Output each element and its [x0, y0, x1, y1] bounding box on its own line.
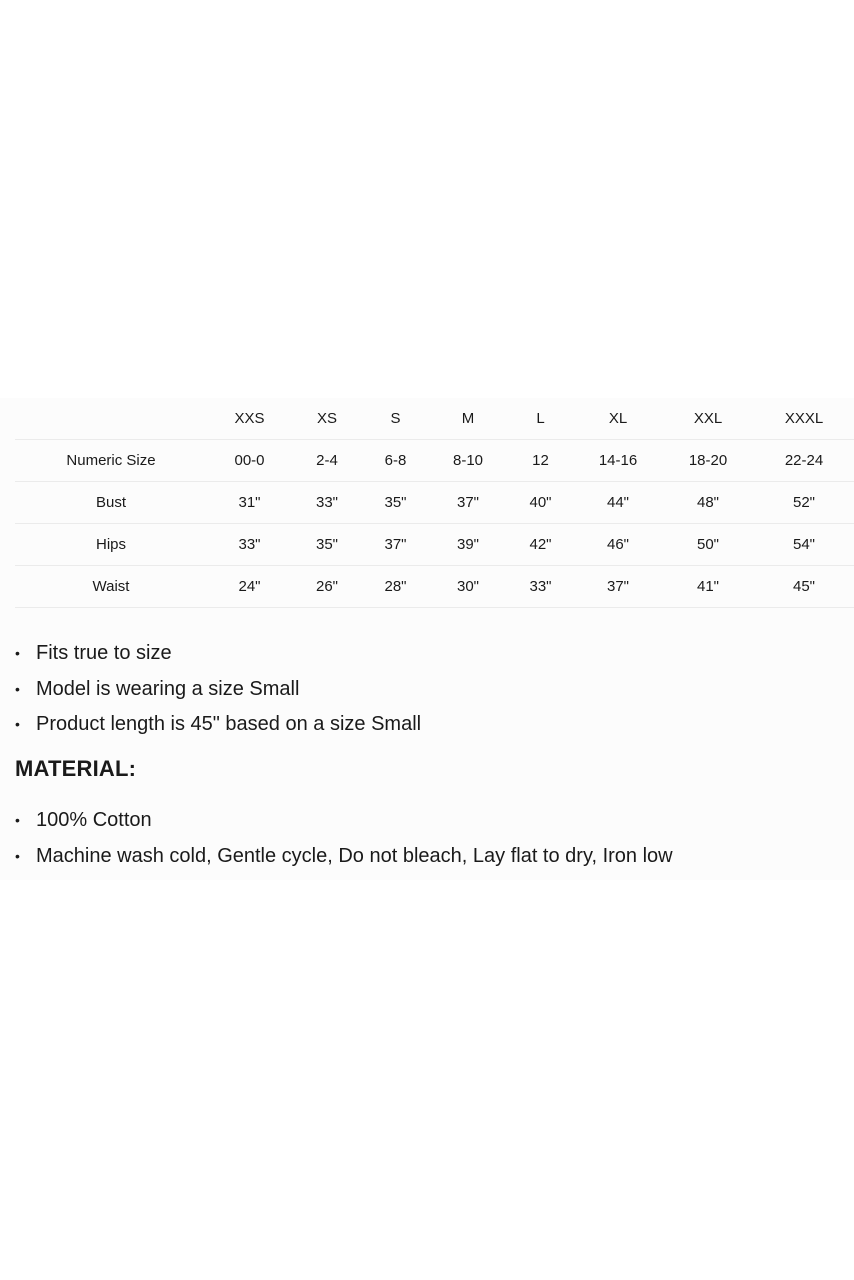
product-details — [0, 398, 854, 880]
fit-note-text: Product length is 45" based on a size Small — [36, 713, 422, 735]
table-cell: 8-10 — [429, 440, 507, 482]
material-item-text: Machine wash cold, Gentle cycle, Do not bleach, Lay flat to dry, Iron low — [36, 844, 673, 867]
table-cell: 30" — [429, 566, 507, 608]
table-cell: 37" — [362, 524, 429, 566]
table-cell: 39" — [429, 524, 507, 566]
table-cell: 18-20 — [662, 440, 754, 482]
material-item-text: 100% Cotton — [36, 809, 152, 831]
table-cell: 35" — [362, 482, 429, 524]
size-header-xxs: XXS — [207, 398, 292, 440]
bullet-icon: • — [15, 716, 20, 732]
table-cell: 2-4 — [292, 440, 362, 482]
table-cell: 37" — [574, 566, 662, 608]
size-chart-table — [15, 398, 854, 608]
size-header-xs: XS — [292, 398, 362, 440]
material-list — [15, 803, 673, 874]
size-header-row — [15, 398, 854, 440]
corner-header-cell — [15, 398, 207, 440]
table-row-bust — [15, 482, 854, 524]
list-item — [15, 803, 673, 839]
size-header-s: S — [362, 398, 429, 440]
table-cell: 31" — [207, 482, 292, 524]
list-item — [15, 636, 421, 672]
size-header-xxxl: XXXL — [754, 398, 854, 440]
table-cell: 24" — [207, 566, 292, 608]
table-cell: 33" — [292, 482, 362, 524]
fit-note-text: Model is wearing a size Small — [36, 677, 300, 700]
table-row-waist — [15, 566, 854, 608]
table-cell: 42" — [507, 524, 574, 566]
table-cell: 46" — [574, 524, 662, 566]
table-row-hips — [15, 524, 854, 566]
table-cell: 33" — [207, 524, 292, 566]
table-cell: 45" — [754, 566, 854, 608]
size-header-xxl: XXL — [662, 398, 754, 440]
size-header-l: L — [507, 398, 574, 440]
table-cell: 37" — [429, 482, 507, 524]
table-cell: 48" — [662, 482, 754, 524]
table-cell: 6-8 — [362, 440, 429, 482]
table-cell: 26" — [292, 566, 362, 608]
bullet-icon: • — [15, 847, 20, 864]
table-row-numeric-size — [15, 440, 854, 482]
table-cell: 28" — [362, 566, 429, 608]
row-label-bust: Bust — [15, 482, 207, 524]
list-item — [15, 839, 673, 875]
fit-note-text: Fits true to size — [36, 642, 172, 664]
list-item — [15, 707, 421, 743]
table-cell: 52" — [754, 482, 854, 524]
row-label-waist: Waist — [15, 566, 207, 608]
table-cell: 00-0 — [207, 440, 292, 482]
table-cell: 41" — [662, 566, 754, 608]
table-cell: 40" — [507, 482, 574, 524]
table-cell: 12 — [507, 440, 574, 482]
material-heading: MATERIAL: — [15, 756, 137, 781]
table-cell: 14-16 — [574, 440, 662, 482]
size-header-m: M — [429, 398, 507, 440]
row-label-numeric-size: Numeric Size — [15, 440, 207, 482]
bullet-icon: • — [15, 812, 20, 828]
fit-notes-list — [15, 636, 421, 743]
bullet-icon: • — [15, 680, 20, 697]
table-cell: 35" — [292, 524, 362, 566]
table-cell: 22-24 — [754, 440, 854, 482]
bullet-icon: • — [15, 645, 20, 661]
table-cell: 54" — [754, 524, 854, 566]
size-header-xl: XL — [574, 398, 662, 440]
table-cell: 44" — [574, 482, 662, 524]
table-cell: 50" — [662, 524, 754, 566]
list-item — [15, 672, 421, 708]
table-cell: 33" — [507, 566, 574, 608]
row-label-hips: Hips — [15, 524, 207, 566]
